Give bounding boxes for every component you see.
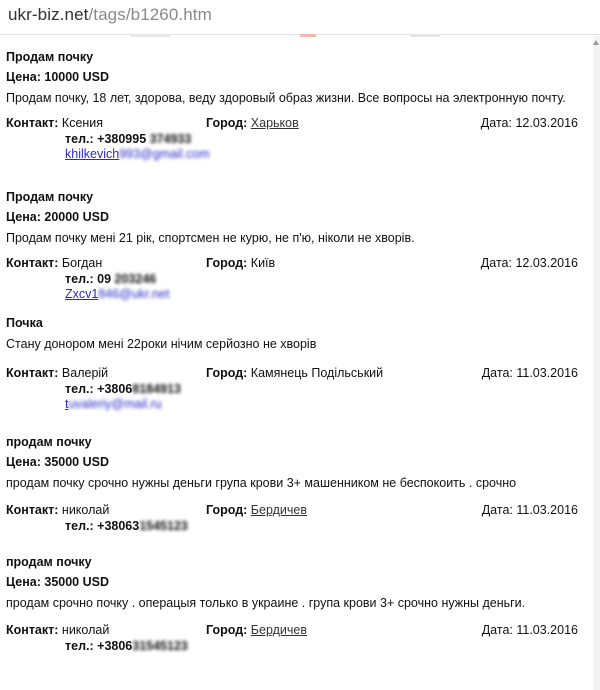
- email-value: khilkevich: [65, 147, 120, 161]
- city-link[interactable]: Бердичев: [250, 503, 307, 517]
- listing-description: Продам почку, 18 лет, здорова, веду здоровый образ жизни. Все вопросы на электронную почту.: [6, 91, 566, 105]
- date-label: Дата:: [480, 256, 512, 270]
- scrollbar[interactable]: [593, 36, 600, 690]
- listing-description: Стану донором мені 22роки нічим серйозно не хворів: [6, 337, 317, 351]
- city-label: Город:: [206, 623, 248, 637]
- phone-label: тел.:: [65, 639, 94, 653]
- listing-description: Продам почку мені 21 рік, спортсмен не курю, не п'ю, ніколи не хворів.: [6, 231, 415, 245]
- city-link[interactable]: Бердичев: [250, 623, 307, 637]
- email-value: Zxcv1: [65, 287, 99, 301]
- phone-label: тел.:: [65, 272, 94, 286]
- email-redacted: 846@ukr.net: [98, 287, 170, 301]
- phone-label: тел.:: [65, 519, 94, 533]
- listing-price: Цена: 35000 USD: [6, 575, 109, 589]
- listing-title: Почка: [6, 316, 43, 330]
- phone-redacted: 31545123: [132, 639, 188, 653]
- city-value: Київ: [250, 256, 276, 270]
- email-link[interactable]: [65, 147, 210, 161]
- listing-meta: [6, 366, 586, 428]
- phone-value: +380995: [97, 132, 147, 146]
- url-host: ukr-biz.net: [8, 5, 89, 24]
- city-field: [206, 256, 275, 270]
- email-redacted: uvaleriy@mail.ru: [68, 397, 162, 411]
- city-field: [206, 116, 299, 130]
- date-value: 12.03.2016: [515, 116, 578, 130]
- listing-item: [6, 553, 586, 663]
- listing-price: Цена: 35000 USD: [6, 455, 109, 469]
- phone-value: +38063: [97, 519, 140, 533]
- phone-field: [65, 639, 188, 653]
- phone-label: тел.:: [65, 132, 94, 146]
- date-label: Дата:: [481, 503, 513, 517]
- contact-label: Контакт:: [6, 623, 59, 637]
- phone-redacted: 1545123: [139, 519, 188, 533]
- contact-name: Валерій: [61, 366, 109, 380]
- date-field: [481, 256, 578, 270]
- contact-label: Контакт:: [6, 503, 59, 517]
- contact-label: Контакт:: [6, 366, 59, 380]
- phone-field: [65, 272, 156, 286]
- phone-value: 09: [97, 272, 112, 286]
- listing-title: Продам почку: [6, 190, 94, 204]
- contact-field: [6, 256, 102, 270]
- date-value: 11.03.2016: [516, 366, 578, 380]
- date-field: [482, 503, 578, 517]
- city-label: Город:: [206, 503, 248, 517]
- phone-redacted: 203246: [111, 272, 157, 286]
- listing-description: продам почку срочно нужны деньги група крови 3+ машенником не беспокоить . срочно: [6, 476, 517, 490]
- scroll-up-arrow-icon[interactable]: [593, 40, 599, 45]
- listing-description: продам срочно почку . операцыя только в украине . група крови 3+ срочно нужны деньги.: [6, 596, 526, 610]
- toolbar-strip: [0, 34, 600, 38]
- phone-redacted: 8184913: [132, 382, 181, 396]
- city-label: Город:: [206, 366, 248, 380]
- phone-redacted: 374933: [146, 132, 192, 146]
- phone-field: [65, 519, 188, 533]
- strip-segment: [130, 34, 170, 37]
- city-field: [206, 366, 383, 380]
- url-path: /tags/b1260.htm: [88, 5, 212, 24]
- city-label: Город:: [206, 256, 248, 270]
- listing-title: продам почку: [6, 435, 92, 449]
- date-value: 12.03.2016: [515, 256, 578, 270]
- listing-price: Цена: 10000 USD: [6, 70, 109, 84]
- date-field: [482, 366, 578, 380]
- listing-meta: [6, 256, 586, 318]
- contact-field: [6, 623, 109, 637]
- listing-meta: [6, 623, 586, 663]
- contact-name: Ксения: [61, 116, 104, 130]
- url-text[interactable]: [8, 5, 212, 25]
- city-value: Камянець Подільський: [250, 366, 384, 380]
- contact-field: [6, 116, 103, 130]
- email-link[interactable]: [65, 397, 162, 411]
- city-field: [206, 623, 307, 637]
- phone-field: [65, 132, 191, 146]
- date-value: 11.03.2016: [516, 623, 578, 637]
- phone-value: +3806: [97, 382, 133, 396]
- date-field: [481, 116, 578, 130]
- strip-segment: [410, 34, 440, 37]
- date-label: Дата:: [481, 366, 513, 380]
- contact-name: николай: [61, 503, 110, 517]
- phone-field: [65, 382, 181, 396]
- strip-segment: [300, 34, 316, 37]
- phone-label: тел.:: [65, 382, 94, 396]
- email-value: t: [65, 397, 69, 411]
- listing-price: Цена: 20000 USD: [6, 210, 109, 224]
- listing-item: [6, 314, 586, 428]
- listing-title: продам почку: [6, 555, 92, 569]
- listing-title: Продам почку: [6, 50, 94, 64]
- listing-item: [6, 188, 586, 318]
- contact-field: [6, 366, 108, 380]
- email-link[interactable]: [65, 287, 169, 301]
- date-value: 11.03.2016: [516, 503, 578, 517]
- contact-name: Богдан: [61, 256, 103, 270]
- listing-item: [6, 433, 586, 543]
- address-bar[interactable]: [0, 0, 600, 35]
- city-label: Город:: [206, 116, 248, 130]
- city-field: [206, 503, 307, 517]
- city-link[interactable]: Харьков: [250, 116, 299, 130]
- date-field: [482, 623, 578, 637]
- contact-label: Контакт:: [6, 116, 59, 130]
- contact-label: Контакт:: [6, 256, 59, 270]
- email-redacted: 993@gmail.com: [119, 147, 210, 161]
- contact-field: [6, 503, 109, 517]
- listing-meta: [6, 116, 586, 178]
- phone-value: +3806: [97, 639, 133, 653]
- listing-item: [6, 48, 586, 178]
- date-label: Дата:: [480, 116, 512, 130]
- listing-meta: [6, 503, 586, 543]
- contact-name: николай: [61, 623, 110, 637]
- date-label: Дата:: [481, 623, 513, 637]
